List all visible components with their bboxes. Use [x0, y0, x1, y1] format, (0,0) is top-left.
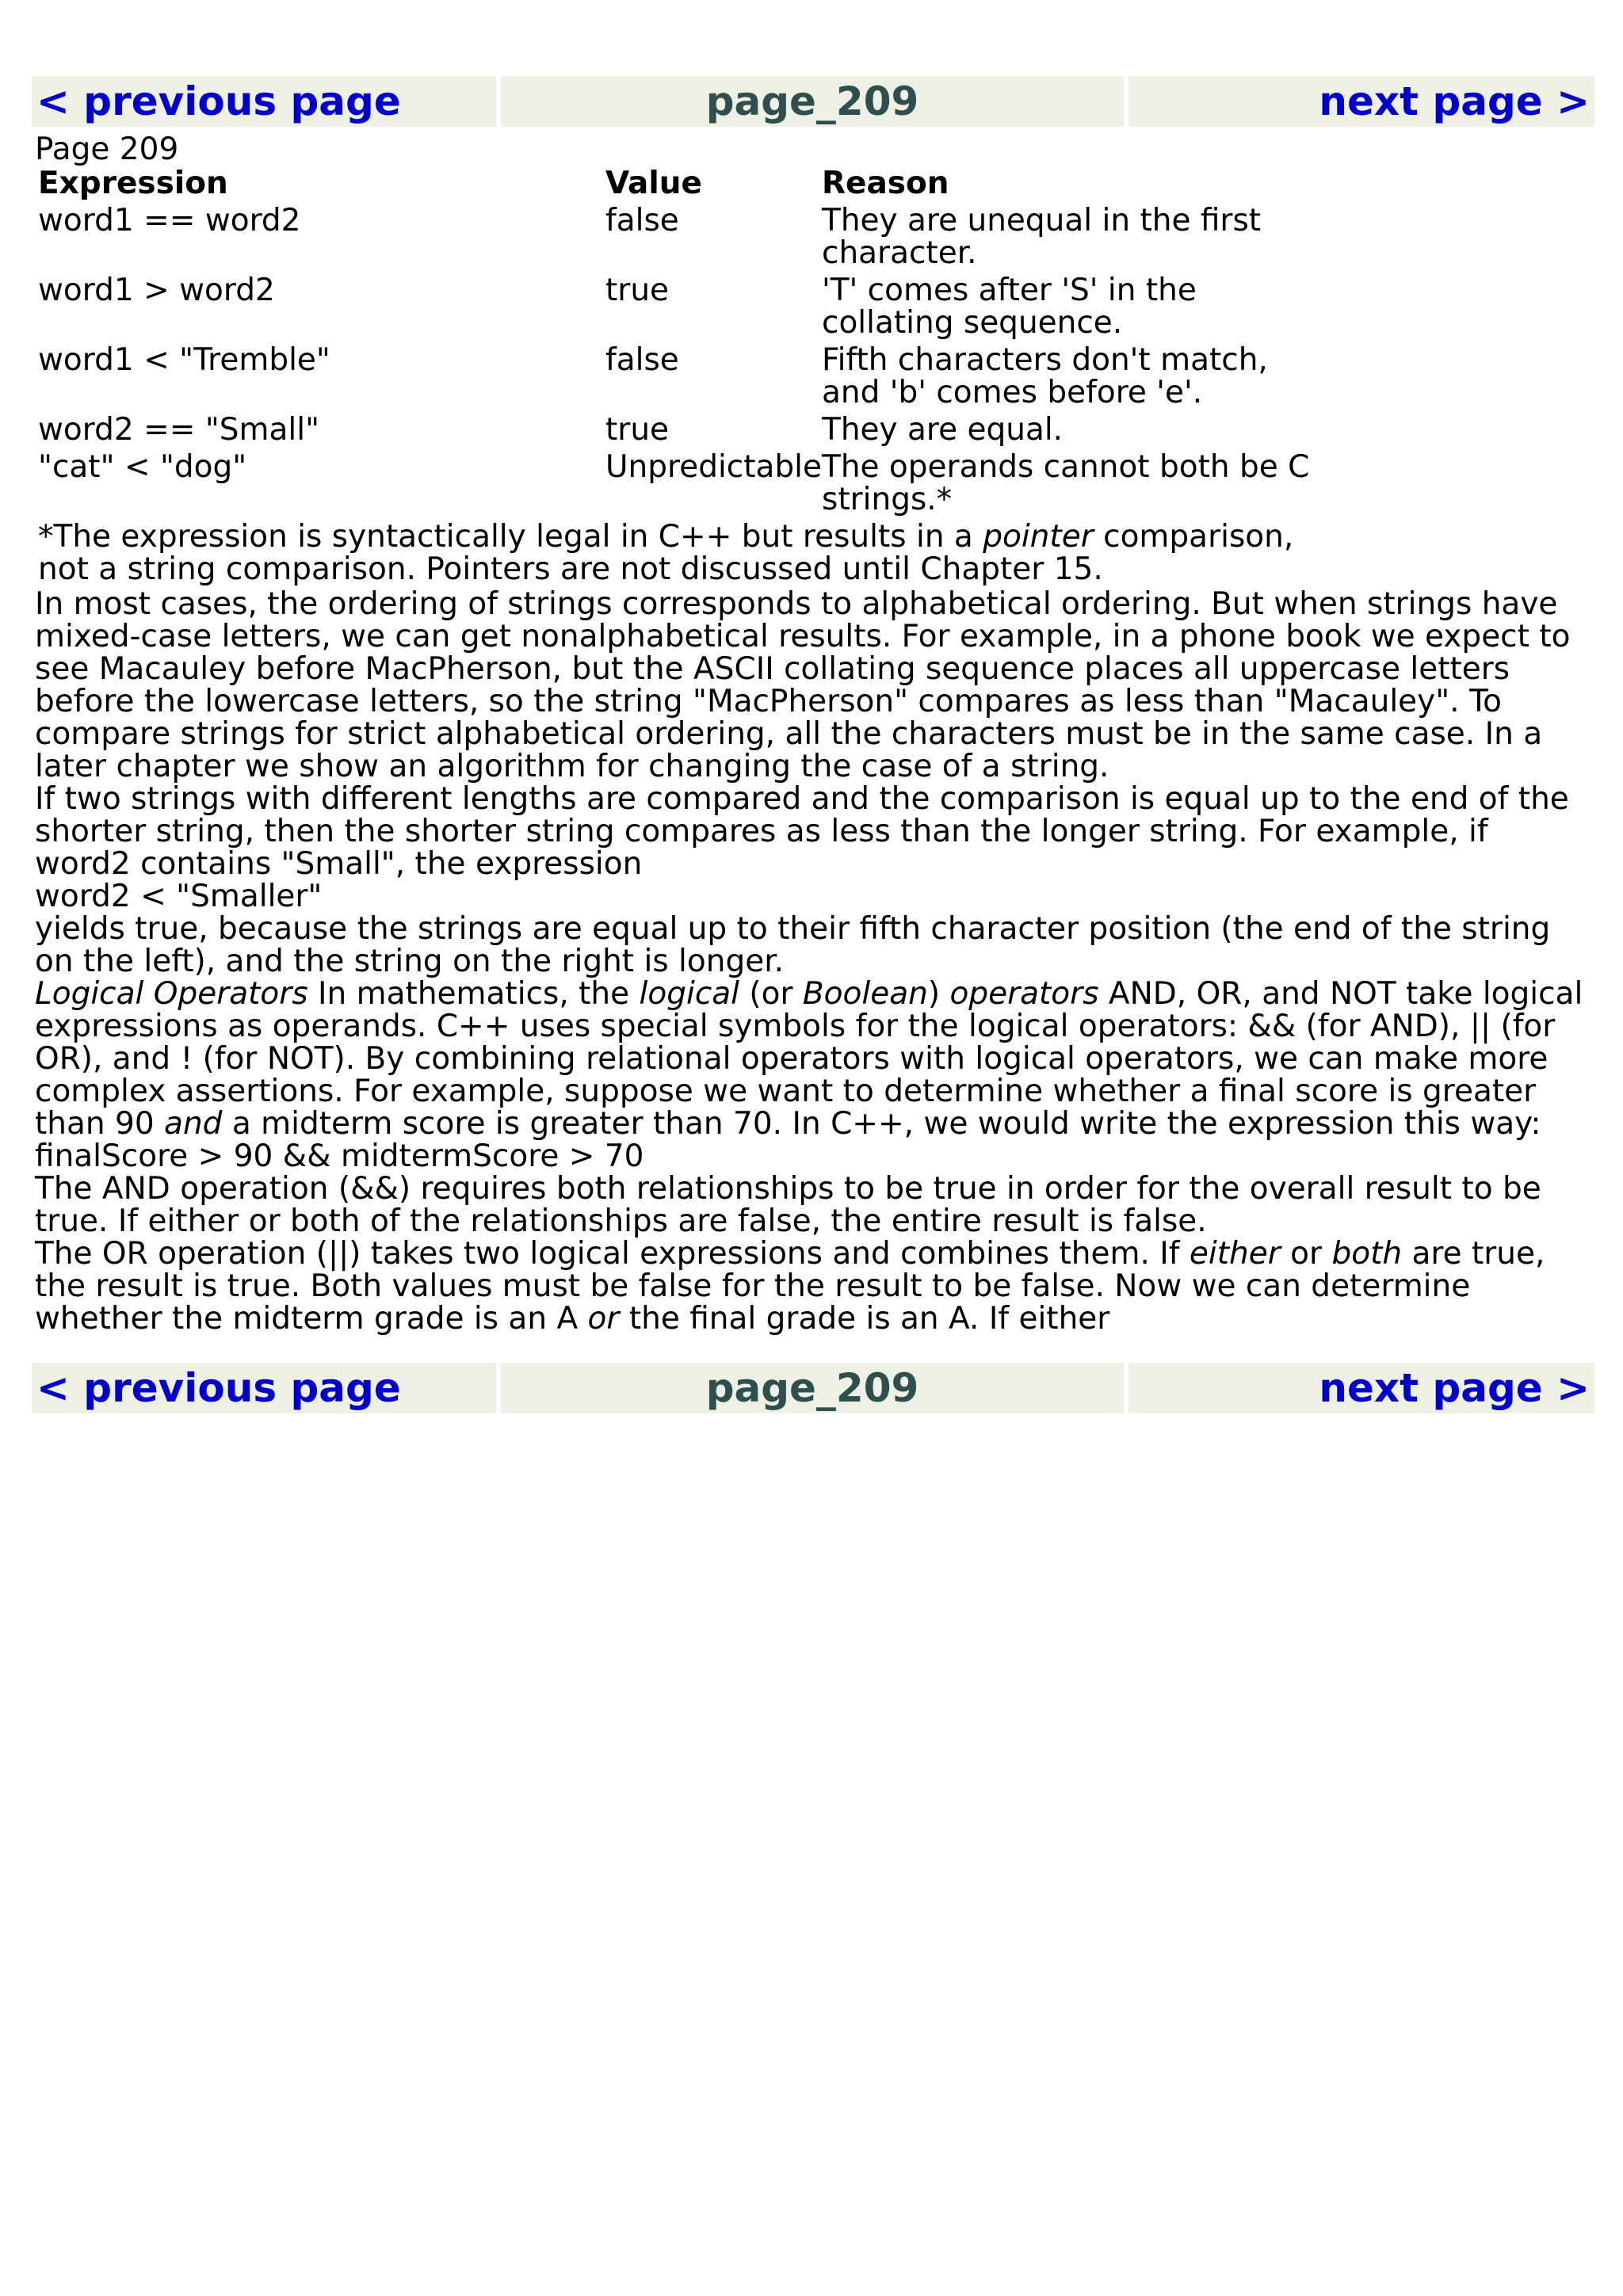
emphasis: operators [949, 976, 1099, 1012]
text-run: ) [927, 976, 950, 1012]
paragraph-string-lengths: If two strings with different lengths are compared and the comparison is equal up to the end of the shorter string, then the shorter string compares as less than the longer string. For example, if word2 contains "Small", the expression [35, 781, 1569, 882]
previous-page-link[interactable]: < previous page [36, 1365, 401, 1411]
table-row [38, 339, 1329, 409]
header-value: Value [605, 166, 702, 201]
emphasis: logical [639, 976, 739, 1012]
table-row [38, 409, 1329, 446]
top-navigation-bar [32, 76, 1594, 127]
cell-expression: word2 == "Small" [38, 412, 320, 448]
text-run: AND, OR, and NOT take logical expressions as operands. C++ uses special symbols for the logical operators: && (for AND), || (for OR), and ! (for NOT). By combining relational operators with logical operators, we can make more complex assertions. For example, suppose we want to determine whether a final score is greater than 90 [35, 976, 1583, 1142]
cell-reason: Fifth characters don't match, and 'b' comes before 'e'. [822, 342, 1268, 410]
page-label: page_209 [501, 76, 1124, 127]
cell-reason: They are equal. [822, 412, 1064, 448]
comparison-table [38, 166, 1329, 516]
header-expression: Expression [38, 166, 228, 201]
text-run: or [1280, 1236, 1332, 1272]
page-label: page_209 [501, 1363, 1124, 1413]
table-footnote [38, 521, 1322, 585]
emphasis: and [164, 1106, 223, 1142]
paragraph-string-ordering: In most cases, the ordering of strings corresponds to alphabetical ordering. But when strings have mixed-case letters, we can get nonalphabetical results. For example, in a phone book we expect to see Macauley before MacPherson, but the ASCII collating sequence places all uppercase letters before the lowercase letters, so the string "MacPherson" compares as less than "Macauley". To compare strings for strict alphabetical ordering, all the characters must be in the same case. In a later chapter we show an algorithm for changing the case of a string. [35, 586, 1571, 784]
cell-reason: 'T' comes after 'S' in the collating sequence. [822, 273, 1197, 341]
cell-value: Unpredictable [605, 449, 822, 485]
previous-page-cell [32, 1363, 496, 1413]
emphasis: or [587, 1301, 620, 1337]
text-run: The OR operation (||) takes two logical expressions and combines them. If [35, 1236, 1190, 1272]
text-run: the final grade is an A. If either [619, 1301, 1110, 1337]
previous-page-cell [32, 76, 496, 127]
paragraph-and-operation: The AND operation (&&) requires both relationships to be true in order for the overall result to be true. If either or both of the relationships are false, the entire result is false. [35, 1171, 1541, 1239]
text-run: are true, the result is true. Both values must be false for the result to be false. Now we can determine whether the midterm grade is an A [35, 1236, 1545, 1337]
cell-value: true [605, 412, 670, 448]
table-row [38, 200, 1329, 269]
table-row [38, 269, 1329, 339]
code-example-and: finalScore > 90 && midtermScore > 70 [35, 1138, 644, 1174]
emphasis: both [1331, 1236, 1403, 1272]
cell-expression: word1 == word2 [38, 203, 301, 238]
cell-expression: word1 < "Tremble" [38, 342, 330, 378]
table-header-row [38, 166, 1329, 200]
cell-expression: "cat" < "dog" [38, 449, 247, 485]
next-page-cell [1128, 1363, 1594, 1413]
footnote-emphasis: pointer [983, 519, 1094, 555]
text-run: a midterm score is greater than 70. In C++, we would write the expression this way: [222, 1106, 1541, 1142]
cell-reason: They are unequal in the first character. [822, 203, 1262, 271]
next-page-link[interactable]: next page > [1319, 1365, 1590, 1411]
paragraph-yields-true: yields true, because the strings are equal up to their fifth character position (the end of the string on the left), and the string on the right is longer. [35, 911, 1551, 979]
page-number: Page 209 [35, 132, 179, 167]
cell-reason: The operands cannot both be C strings.* [822, 449, 1310, 517]
next-page-cell [1128, 76, 1594, 127]
cell-value: true [605, 273, 670, 308]
header-reason: Reason [822, 166, 949, 201]
emphasis: Boolean [802, 976, 928, 1012]
text-run: (or [739, 976, 803, 1012]
footnote-text: comparison, not a string comparison. Pointers are not discussed until Chapter 15. [38, 519, 1294, 587]
footnote-text: *The expression is syntactically legal in C++ but results in a [38, 519, 983, 555]
section-heading: Logical Operators [35, 976, 308, 1012]
bottom-navigation-bar [32, 1363, 1594, 1413]
cell-value: false [605, 342, 679, 378]
cell-expression: word1 > word2 [38, 273, 275, 308]
next-page-link[interactable]: next page > [1319, 78, 1590, 124]
previous-page-link[interactable]: < previous page [36, 78, 401, 124]
table-row [38, 446, 1329, 516]
text-run: In mathematics, the [307, 976, 640, 1012]
emphasis: either [1189, 1236, 1281, 1272]
cell-value: false [605, 203, 679, 238]
paragraph-or-operation [35, 1238, 1588, 1335]
code-example-smaller: word2 < "Smaller" [35, 879, 323, 914]
paragraph-logical-operators [35, 978, 1588, 1140]
page-content [35, 133, 1588, 1335]
